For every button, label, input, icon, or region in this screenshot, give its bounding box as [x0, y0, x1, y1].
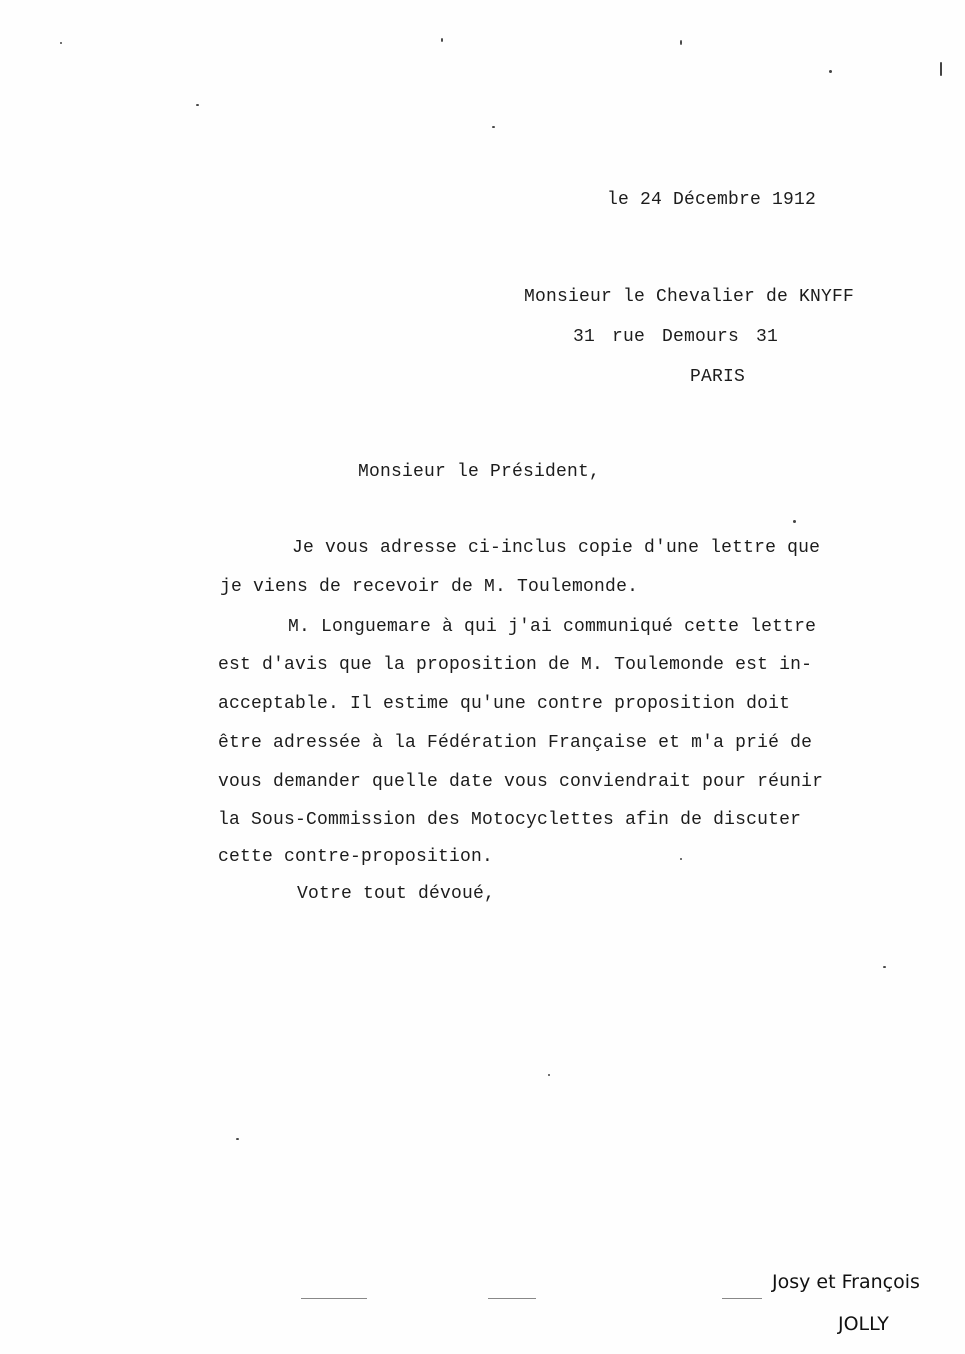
body-line: être adressée à la Fédération Française et m'a prié de: [218, 733, 813, 753]
body-line: vous demander quelle date vous conviendrait pour réunir: [218, 772, 824, 792]
scan-line: [722, 1298, 762, 1299]
body-line: acceptable. Il estime qu'une contre proposition doit: [218, 694, 791, 714]
body-line: est d'avis que la proposition de M. Toulemonde est in-: [218, 655, 813, 675]
closing: Votre tout dévoué,: [297, 884, 496, 904]
salutation: Monsieur le Président,: [358, 462, 601, 482]
scan-speck: [940, 62, 942, 76]
scan-line: [488, 1298, 536, 1299]
scan-speck: [883, 966, 886, 968]
scan-speck: [60, 42, 62, 44]
scan-speck: [196, 104, 199, 106]
body-line: cette contre-proposition.: [218, 847, 494, 867]
scan-speck: [492, 126, 495, 128]
recipient-street: 31 rue Demours 31: [573, 327, 779, 347]
scan-speck: [236, 1138, 239, 1140]
signature-names: Josy et François: [772, 1271, 920, 1293]
body-line: je viens de recevoir de M. Toulemonde.: [220, 577, 639, 597]
recipient-name: Monsieur le Chevalier de KNYFF: [524, 287, 855, 307]
letter-date: le 24 Décembre 1912: [607, 190, 817, 210]
scan-speck: [441, 38, 443, 42]
body-line: Je vous adresse ci-inclus copie d'une lettre que: [292, 538, 821, 558]
scan-speck: [793, 520, 796, 523]
signature-surname: JOLLY: [838, 1313, 889, 1335]
scan-line: [301, 1298, 367, 1299]
scan-speck: [829, 70, 832, 73]
scan-speck: [680, 858, 682, 860]
scan-speck: [548, 1074, 550, 1076]
recipient-city: PARIS: [690, 367, 746, 387]
body-line: la Sous-Commission des Motocyclettes afin de discuter: [218, 810, 802, 830]
body-line: M. Longuemare à qui j'ai communiqué cette lettre: [288, 617, 817, 637]
scan-speck: [680, 40, 682, 45]
